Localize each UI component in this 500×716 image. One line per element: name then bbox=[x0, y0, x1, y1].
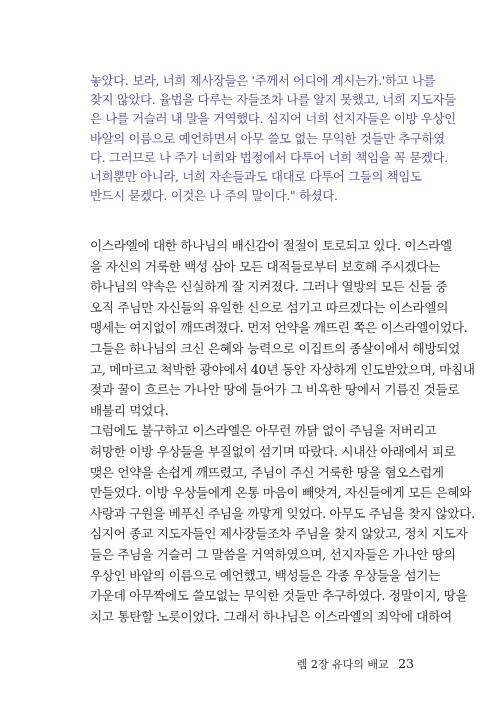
body-line: 심지어 종교 지도자들인 제사장들조차 주님을 찾지 않았고, 정치 지도자 bbox=[90, 526, 468, 542]
quote-line: 은 나를 거슬러 내 말을 거역했다. 심지어 너희 선지자들은 이방 우상인 bbox=[90, 112, 456, 127]
body-line: 배불리 먹었다. bbox=[90, 402, 169, 418]
body-line: 사랑과 구원을 베푸신 주님을 까맣게 잊었다. 아무도 주님을 찾지 않았다. bbox=[90, 505, 475, 521]
body-line: 을 자신의 거룩한 백성 삼아 모든 대적들로부터 보호해 주시겠다는 bbox=[90, 258, 440, 274]
quote-line: 찾지 않았다. 율법을 다루는 자들조차 나를 알지 못했고, 너희 지도자들 bbox=[90, 93, 456, 108]
page-number: 23 bbox=[398, 656, 414, 671]
body-line: 가운데 아무짝에도 쓸모없는 무익한 것들만 추구하였다. 정말이지, 땅을 bbox=[90, 588, 468, 604]
quote-line: 다. 그러므로 나 주가 너희와 법정에서 다투어 너희 책임을 꼭 묻겠다. bbox=[90, 150, 448, 165]
body-line: 허망한 이방 우상들을 부질없이 섬기며 따랐다. 시내산 아래에서 피로 bbox=[90, 443, 456, 459]
body-line: 오직 주님만 자신들의 유일한 신으로 섬기고 따르겠다는 이스라엘의 bbox=[90, 299, 449, 315]
quote-line: 놓았다. 보라, 너희 제사장들은 '주께서 어디에 계시는가.'하고 나를 bbox=[90, 74, 436, 88]
body-line: 우상인 바알의 이름으로 예언했고, 백성들은 각종 우상들을 섬기는 bbox=[90, 567, 440, 583]
body-text bbox=[90, 236, 475, 627]
body-line: 젖과 꿀이 흐르는 가나안 땅에 들어가 그 비옥한 땅에서 기름진 것들로 bbox=[90, 382, 460, 398]
body-line: 치고 통탄할 노릇이었다. 그래서 하나님은 이스라엘의 죄악에 대하여 bbox=[90, 608, 452, 624]
quote-line: 반드시 묻겠다. 이것은 나 주의 말이다." 하셨다. bbox=[90, 189, 338, 204]
body-line: 이스라엘에 대한 하나님의 배신감이 절절이 토로되고 있다. 이스라엘 bbox=[90, 238, 452, 253]
quote-line: 너희뿐만 아니라, 너희 자손들과도 대대로 다투어 그들의 책임도 bbox=[90, 169, 422, 184]
body-line: 맺은 언약을 손쉽게 깨뜨렸고, 주님이 주신 거룩한 땅을 혐오스럽게 bbox=[90, 464, 444, 480]
quote-passage bbox=[90, 72, 456, 206]
body-line: 하나님의 약속은 신실하게 잘 지켜졌다. 그러나 열방의 모든 신들 중 bbox=[90, 279, 448, 295]
body-line: 만들었다. 이방 우상들에게 온통 마음이 빼앗겨, 자신들에게 모든 은혜와 bbox=[90, 485, 472, 501]
body-line: 고, 메마르고 척박한 광야에서 40년 동안 자상하게 인도받았으며, 마침내 bbox=[90, 361, 475, 377]
body-line: 들은 주님을 거슬러 그 말씀을 거역하였으며, 선지자들은 가나안 땅의 bbox=[90, 546, 456, 562]
body-line: 맹세는 여지없이 깨뜨려졌다. 먼저 언약을 깨뜨린 쪽은 이스라엘이었다. bbox=[90, 320, 468, 336]
running-footer-chapter: 렘 2장 유다의 배교 bbox=[296, 658, 389, 671]
page-footer bbox=[297, 656, 414, 672]
body-line: 그들은 하나님의 크신 은혜와 능력으로 이집트의 종살이에서 해방되었 bbox=[90, 340, 461, 356]
body-line: 그럼에도 불구하고 이스라엘은 아무런 까닭 없이 주님을 저버리고 bbox=[90, 423, 437, 439]
quote-line: 바알의 이름으로 예언하면서 아무 쓸모 없는 무익한 것들만 추구하였 bbox=[90, 131, 445, 146]
